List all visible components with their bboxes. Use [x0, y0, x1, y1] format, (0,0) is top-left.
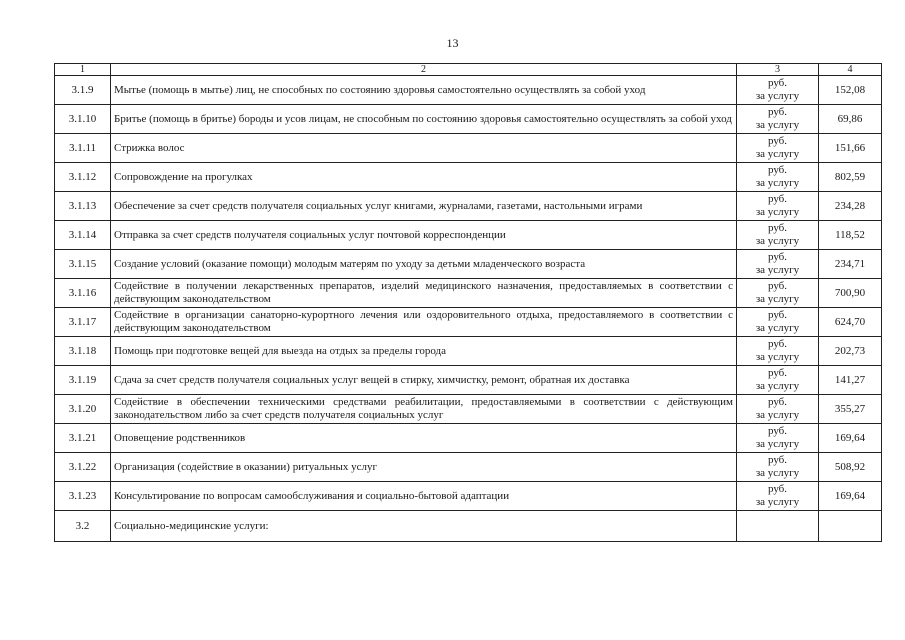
unit-currency: руб.: [767, 425, 788, 437]
row-number: 3.1.15: [55, 250, 111, 279]
column-header-price: 4: [819, 64, 882, 76]
service-price: 69,86: [819, 105, 882, 134]
unit-cell: [737, 453, 819, 482]
row-number: 3.1.10: [55, 105, 111, 134]
service-price: 169,64: [819, 482, 882, 511]
unit-currency: руб.: [767, 193, 788, 205]
table-row: [55, 250, 882, 279]
section-unit: [737, 511, 819, 542]
table-row: [55, 221, 882, 250]
row-number: 3.1.22: [55, 453, 111, 482]
service-name: Бритье (помощь в бритье) бороды и усов лицам, не способным по состоянию здоровья самостоятельно осуществлять за собой уход: [111, 105, 737, 134]
unit-cell: [737, 105, 819, 134]
unit-cell: [737, 76, 819, 105]
service-name: Сопровождение на прогулках: [111, 163, 737, 192]
unit-currency: руб.: [767, 454, 788, 466]
row-number: 3.1.19: [55, 366, 111, 395]
service-name: Создание условий (оказание помощи) молодым матерям по уходу за детьми младенческого возраста: [111, 250, 737, 279]
service-name: Консультирование по вопросам самообслуживания и социально-бытовой адаптации: [111, 482, 737, 511]
service-price: 234,28: [819, 192, 882, 221]
unit-currency: руб.: [767, 367, 788, 379]
unit-per-service: за услугу: [755, 148, 800, 160]
unit-cell: [737, 308, 819, 337]
unit-cell: [737, 279, 819, 308]
section-price: [819, 511, 882, 542]
unit-per-service: за услугу: [755, 496, 800, 508]
service-price: 151,66: [819, 134, 882, 163]
unit-currency: руб.: [767, 280, 788, 292]
unit-currency: руб.: [767, 309, 788, 321]
service-price: 355,27: [819, 395, 882, 424]
unit-per-service: за услугу: [755, 351, 800, 363]
table-row: [55, 308, 882, 337]
section-number: 3.2: [55, 511, 111, 542]
unit-per-service: за услугу: [755, 119, 800, 131]
service-price: 118,52: [819, 221, 882, 250]
unit-cell: [737, 250, 819, 279]
unit-per-service: за услугу: [755, 438, 800, 450]
row-number: 3.1.12: [55, 163, 111, 192]
unit-currency: руб.: [767, 135, 788, 147]
service-price: 169,64: [819, 424, 882, 453]
unit-per-service: за услугу: [755, 235, 800, 247]
row-number: 3.1.21: [55, 424, 111, 453]
table-row: [55, 105, 882, 134]
tariff-table: [54, 63, 882, 542]
service-name: Оповещение родственников: [111, 424, 737, 453]
unit-currency: руб.: [767, 251, 788, 263]
unit-cell: [737, 424, 819, 453]
row-number: 3.1.17: [55, 308, 111, 337]
row-number: 3.1.16: [55, 279, 111, 308]
table-row: [55, 337, 882, 366]
unit-per-service: за услугу: [755, 90, 800, 102]
column-header-name: 2: [111, 64, 737, 76]
section-row: [55, 511, 882, 542]
unit-cell: [737, 337, 819, 366]
unit-cell: [737, 221, 819, 250]
row-number: 3.1.9: [55, 76, 111, 105]
service-price: 202,73: [819, 337, 882, 366]
service-price: 508,92: [819, 453, 882, 482]
service-price: 624,70: [819, 308, 882, 337]
column-header-number: 1: [55, 64, 111, 76]
table-row: [55, 76, 882, 105]
unit-per-service: за услугу: [755, 467, 800, 479]
table-row: [55, 279, 882, 308]
unit-cell: [737, 366, 819, 395]
service-name: Обеспечение за счет средств получателя социальных услуг книгами, журналами, газетами, настольными играми: [111, 192, 737, 221]
unit-currency: руб.: [767, 222, 788, 234]
row-number: 3.1.20: [55, 395, 111, 424]
service-name: Мытье (помощь в мытье) лиц, не способных по состоянию здоровья самостоятельно осуществлять за собой уход: [111, 76, 737, 105]
service-name: Содействие в обеспечении техническими средствами реабилитации, предоставляемыми в соответствии с действующим законодательством либо за счет средств получателя социальных услуг: [111, 395, 737, 424]
service-price: 700,90: [819, 279, 882, 308]
unit-cell: [737, 482, 819, 511]
table-row: [55, 453, 882, 482]
service-name: Помощь при подготовке вещей для выезда на отдых за пределы города: [111, 337, 737, 366]
row-number: 3.1.23: [55, 482, 111, 511]
unit-per-service: за услугу: [755, 322, 800, 334]
service-name: Содействие в получении лекарственных препаратов, изделий медицинского назначения, предоставляемых в соответствии с действующим законодательством: [111, 279, 737, 308]
row-number: 3.1.14: [55, 221, 111, 250]
unit-currency: руб.: [767, 483, 788, 495]
unit-currency: руб.: [767, 338, 788, 350]
section-title: Социально-медицинские услуги:: [111, 511, 737, 542]
row-number: 3.1.13: [55, 192, 111, 221]
unit-currency: руб.: [767, 164, 788, 176]
service-name: Отправка за счет средств получателя социальных услуг почтовой корреспонденции: [111, 221, 737, 250]
service-name: Сдача за счет средств получателя социальных услуг вещей в стирку, химчистку, ремонт, обратная их доставка: [111, 366, 737, 395]
unit-per-service: за услугу: [755, 380, 800, 392]
table-row: [55, 366, 882, 395]
service-name: Содействие в организации санаторно-курортного лечения или оздоровительного отдыха, предоставляемого в соответствии с действующим законодательством: [111, 308, 737, 337]
row-number: 3.1.18: [55, 337, 111, 366]
unit-per-service: за услугу: [755, 293, 800, 305]
service-price: 152,08: [819, 76, 882, 105]
unit-cell: [737, 134, 819, 163]
service-price: 802,59: [819, 163, 882, 192]
table-row: [55, 134, 882, 163]
unit-currency: руб.: [767, 106, 788, 118]
table-row: [55, 482, 882, 511]
table-header-row: [55, 64, 882, 76]
table-row: [55, 424, 882, 453]
service-price: 234,71: [819, 250, 882, 279]
unit-cell: [737, 395, 819, 424]
table-row: [55, 192, 882, 221]
unit-currency: руб.: [767, 396, 788, 408]
unit-per-service: за услугу: [755, 264, 800, 276]
unit-cell: [737, 163, 819, 192]
unit-currency: руб.: [767, 77, 788, 89]
table-row: [55, 395, 882, 424]
service-name: Стрижка волос: [111, 134, 737, 163]
table-row: [55, 163, 882, 192]
column-header-unit: 3: [737, 64, 819, 76]
unit-per-service: за услугу: [755, 206, 800, 218]
service-name: Организация (содействие в оказании) ритуальных услуг: [111, 453, 737, 482]
row-number: 3.1.11: [55, 134, 111, 163]
unit-per-service: за услугу: [755, 409, 800, 421]
unit-per-service: за услугу: [755, 177, 800, 189]
unit-cell: [737, 192, 819, 221]
page-number: 13: [446, 36, 459, 50]
service-price: 141,27: [819, 366, 882, 395]
